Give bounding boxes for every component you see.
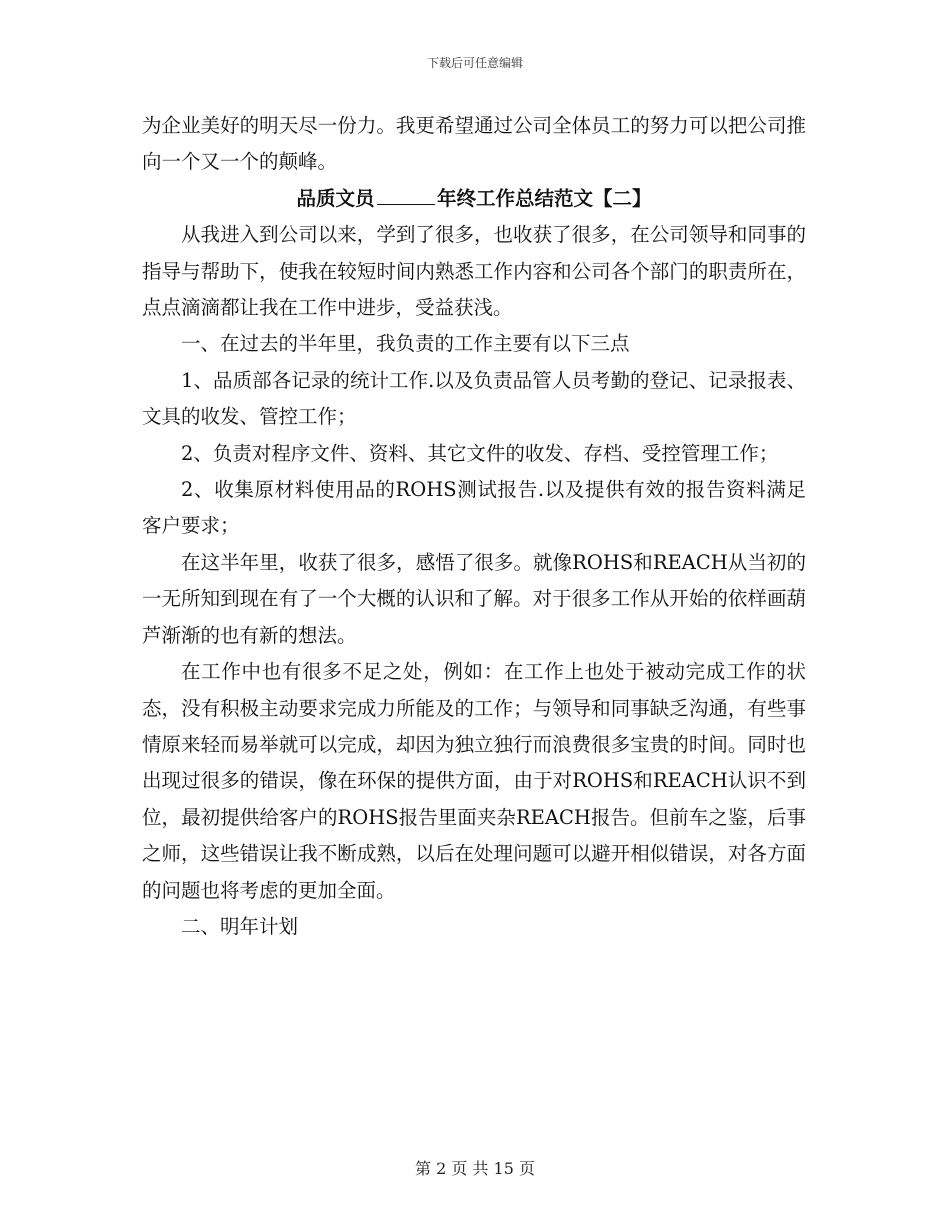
paragraph-item-3: 2、收集原材料使用品的ROHS测试报告.以及提供有效的报告资料满足客户要求；	[142, 478, 806, 538]
paragraph-heading-past-work: 一、在过去的半年里，我负责的工作主要有以下三点	[181, 332, 630, 356]
paragraph-gains: 在这半年里，收获了很多，感悟了很多。就像ROHS和REACH从当初的一无所知到现在有了一个大概的认识和了解。对于很多工作从开始的依样画葫芦渐渐的也有新的想法。	[142, 550, 806, 647]
paragraph-intro: 从我进入到公司以来，学到了很多，也收获了很多，在公司领导和同事的指导与帮助下，使我在较短时间内熟悉工作内容和公司各个部门的职责所在，点点滴滴都让我在工作中进步，受益获浅。	[142, 223, 806, 320]
paragraph-heading-next-year: 二、明年计划	[181, 914, 299, 938]
section-title-after: 年终工作总结范文【二】	[437, 186, 652, 210]
paragraph-item-2: 2、负责对程序文件、资料、其它文件的收发、存档、受控管理工作；	[181, 441, 779, 465]
paragraph-shortcomings: 在工作中也有很多不足之处，例如：在工作上也处于被动完成工作的状态，没有积极主动要求完成力所能及的工作；与领导和同事缺乏沟通，有些事情原来轻而易举就可以完成，却因为独立独行而浪费很多宝贵的时间。同时也出现过很多的错误，像在环保的提供方面，由于对ROHS和REACH认识不到位，最初提供给客户的ROHS报告里面夹杂REACH报告。但前车之鉴，后事之师，这些错误让我不断成熟，以后在处理问题可以避开相似错误，对各方面的问题也将考虑的更加全面。	[142, 660, 806, 902]
document-body	[142, 108, 806, 945]
page-number: 第 2 页 共 15 页	[415, 1159, 535, 1178]
section-title-before: 品质文员	[296, 186, 375, 210]
paragraph-item-1: 1、品质部各记录的统计工作.以及负责品管人员考勤的登记、记录报表、文具的收发、管控工作；	[142, 368, 806, 429]
paragraph-continued: 为企业美好的明天尽一份力。我更希望通过公司全体员工的努力可以把公司推向一个又一个的颠峰。	[142, 114, 806, 174]
title-blank-line	[377, 183, 436, 204]
section-title	[142, 181, 806, 217]
page-header: 下载后可任意编辑	[426, 56, 523, 70]
